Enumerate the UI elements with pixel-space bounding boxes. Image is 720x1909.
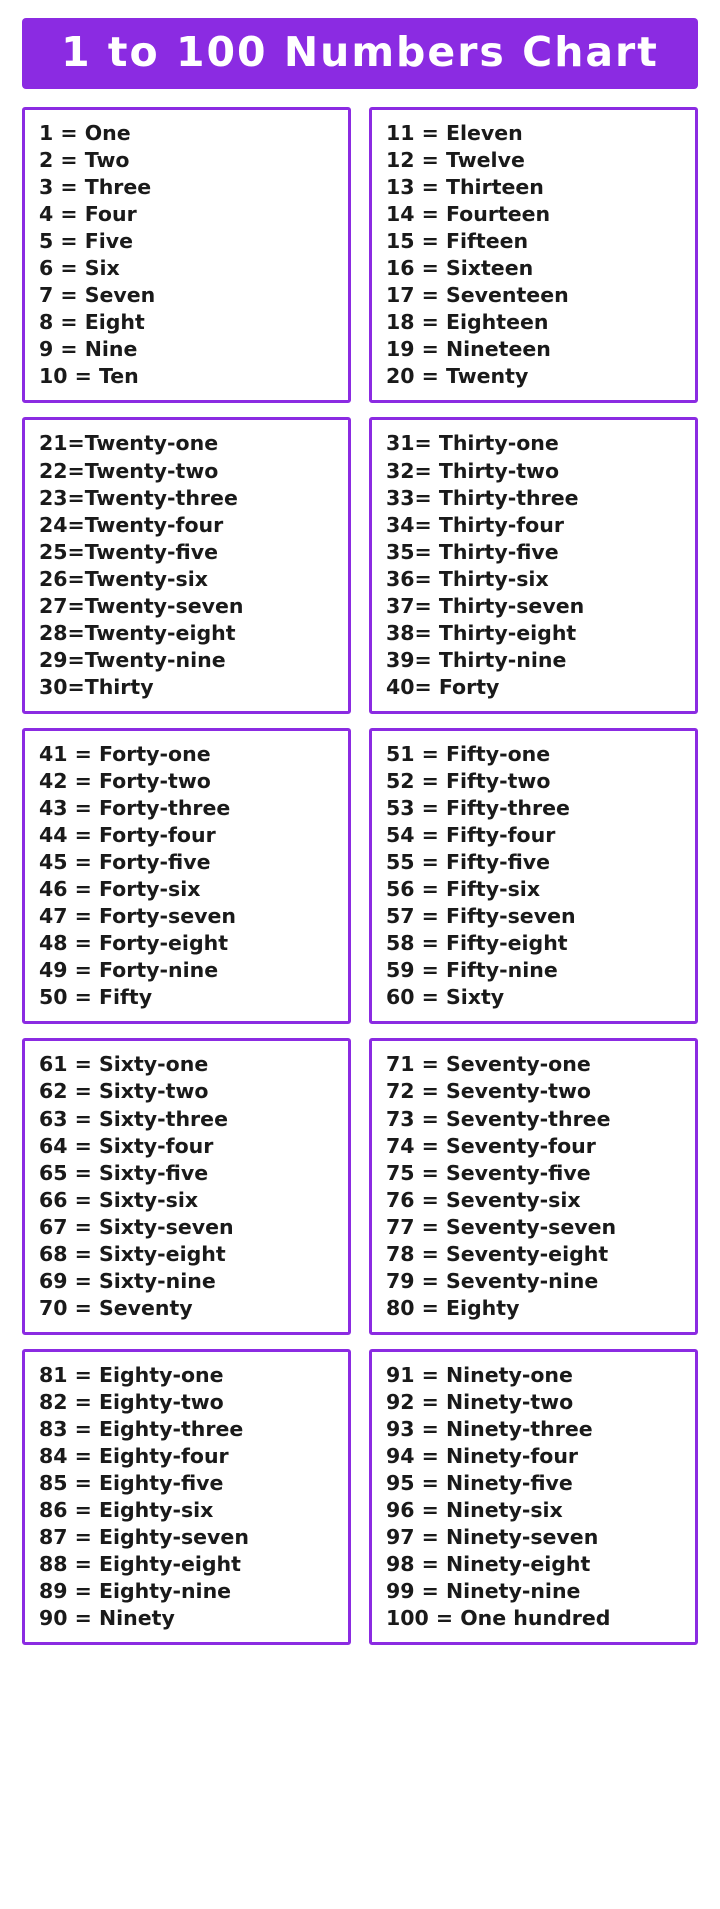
number-row: 11 = Eleven [386,121,523,145]
number-row: 1 = One [39,121,131,145]
number-row: 63 = Sixty-three [39,1106,228,1131]
number-row: 59 = Fifty-nine [386,958,558,983]
number-row: 75 = Seventy-five [386,1160,591,1185]
number-card-1-10 [22,107,351,403]
number-card-81-90 [22,1349,351,1645]
number-row: 42 = Forty-two [39,768,211,793]
number-row: 29=Twenty-nine [39,647,226,672]
number-row: 41 = Forty-one [39,741,211,766]
number-row: 98 = Ninety-eight [386,1552,591,1577]
number-row: 2 = Two [39,148,130,173]
number-row: 16 = Sixteen [386,256,534,281]
number-row: 8 = Eight [39,310,145,335]
number-card-51-60 [369,728,698,1024]
number-row: 21=Twenty-one [39,431,219,456]
number-row: 84 = Eighty-four [39,1444,229,1469]
number-row: 80 = Eighty [386,1295,520,1320]
number-row: 37= Thirty-seven [386,593,585,618]
number-row: 86 = Eighty-six [39,1498,214,1523]
number-row: 53 = Fifty-three [386,796,570,821]
number-row: 91 = Ninety-one [386,1362,573,1387]
number-row: 26=Twenty-six [39,566,208,591]
number-row: 69 = Sixty-nine [39,1268,216,1293]
number-row: 24=Twenty-four [39,512,224,537]
number-card-41-50 [22,728,351,1024]
number-row: 10 = Ten [39,364,139,389]
number-row: 33= Thirty-three [386,485,579,510]
number-row: 93 = Ninety-three [386,1416,593,1441]
number-row: 85 = Eighty-five [39,1471,224,1496]
number-card-61-70 [22,1038,351,1334]
number-row: 92 = Ninety-two [386,1389,574,1414]
number-row: 50 = Fifty [39,985,153,1010]
number-row: 58 = Fifty-eight [386,931,568,956]
number-row: 19 = Nineteen [386,337,551,362]
number-row: 30=Thirty [39,674,154,699]
number-row: 31= Thirty-one [386,431,559,456]
number-row: 96 = Ninety-six [386,1498,563,1523]
number-row: 95 = Ninety-five [386,1471,573,1496]
number-row: 87 = Eighty-seven [39,1525,249,1550]
number-row: 77 = Seventy-seven [386,1214,617,1239]
number-row: 3 = Three [39,175,152,200]
number-row: 25=Twenty-five [39,539,219,564]
number-row: 60 = Sixty [386,985,505,1010]
number-row: 79 = Seventy-nine [386,1268,599,1293]
number-row: 81 = Eighty-one [39,1362,224,1387]
number-row: 48 = Forty-eight [39,931,229,956]
number-row: 46 = Forty-six [39,877,201,902]
number-row: 71 = Seventy-one [386,1052,591,1077]
number-row: 55 = Fifty-five [386,850,551,875]
number-row: 61 = Sixty-one [39,1052,209,1077]
number-card-71-80 [369,1038,698,1334]
number-row: 57 = Fifty-seven [386,904,576,929]
number-row: 99 = Ninety-nine [386,1579,581,1604]
number-row: 9 = Nine [39,337,138,362]
cards-grid [22,107,698,1659]
number-row: 72 = Seventy-two [386,1079,591,1104]
number-row: 6 = Six [39,256,120,281]
number-row: 51 = Fifty-one [386,741,551,766]
number-row: 89 = Eighty-nine [39,1579,232,1604]
number-row: 62 = Sixty-two [39,1079,209,1104]
page-title-banner [22,18,698,89]
number-row: 78 = Seventy-eight [386,1241,609,1266]
number-row: 68 = Sixty-eight [39,1241,226,1266]
number-row: 76 = Seventy-six [386,1187,581,1212]
number-row: 14 = Fourteen [386,202,551,227]
number-row: 49 = Forty-nine [39,958,219,983]
number-row: 47 = Forty-seven [39,904,236,929]
number-row: 13 = Thirteen [386,175,544,200]
number-row: 17 = Seventeen [386,283,569,308]
number-row: 83 = Eighty-three [39,1416,244,1441]
number-row: 52 = Fifty-two [386,768,551,793]
page-bottom-spacer [22,1659,698,1663]
number-row: 90 = Ninety [39,1606,175,1631]
number-row: 18 = Eighteen [386,310,549,335]
number-row: 67 = Sixty-seven [39,1214,234,1239]
number-card-91-100 [369,1349,698,1645]
number-row: 44 = Forty-four [39,823,216,848]
number-row: 70 = Seventy [39,1295,193,1320]
number-row: 7 = Seven [39,283,156,308]
number-row: 38= Thirty-eight [386,620,577,645]
number-row: 45 = Forty-five [39,850,211,875]
number-row: 15 = Fifteen [386,229,529,254]
number-row: 66 = Sixty-six [39,1187,199,1212]
number-row: 34= Thirty-four [386,512,564,537]
number-row: 88 = Eighty-eight [39,1552,241,1577]
number-row: 39= Thirty-nine [386,647,567,672]
number-row: 28=Twenty-eight [39,620,236,645]
number-card-31-40 [369,417,698,713]
number-row: 74 = Seventy-four [386,1133,596,1158]
number-row: 64 = Sixty-four [39,1133,214,1158]
number-row: 54 = Fifty-four [386,823,556,848]
number-row: 20 = Twenty [386,364,529,389]
number-card-11-20 [369,107,698,403]
number-row: 65 = Sixty-five [39,1160,209,1185]
number-row: 82 = Eighty-two [39,1389,224,1414]
number-row: 32= Thirty-two [386,458,560,483]
number-row: 4 = Four [39,202,137,227]
number-row: 56 = Fifty-six [386,877,541,902]
number-row: 40= Forty [386,674,500,699]
number-card-21-30 [22,417,351,713]
number-row: 73 = Seventy-three [386,1106,611,1131]
number-row: 12 = Twelve [386,148,525,173]
number-row: 27=Twenty-seven [39,593,244,618]
number-row: 97 = Ninety-seven [386,1525,599,1550]
number-row: 22=Twenty-two [39,458,219,483]
number-row: 94 = Ninety-four [386,1444,579,1469]
number-row: 5 = Five [39,229,134,254]
number-row: 43 = Forty-three [39,796,231,821]
number-row: 36= Thirty-six [386,566,549,591]
number-row: 35= Thirty-five [386,539,559,564]
page-title: 1 to 100 Numbers Chart [61,28,659,76]
number-row: 23=Twenty-three [39,485,238,510]
number-row: 100 = One hundred [386,1606,611,1631]
